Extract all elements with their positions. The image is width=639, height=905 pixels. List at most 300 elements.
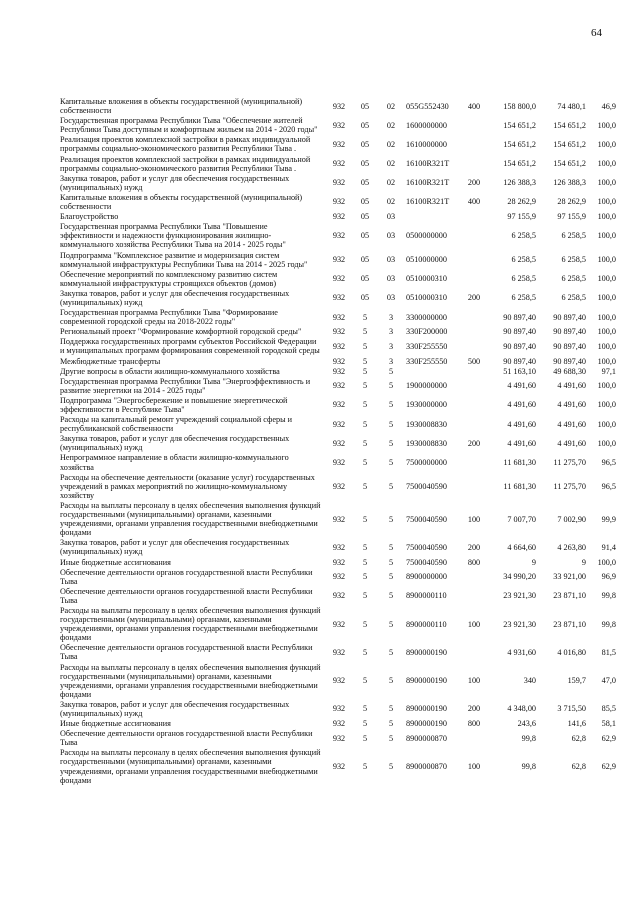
row-subsection-code: 5 [388, 733, 394, 743]
row-ministry-code: 932 [332, 762, 346, 772]
row-plan-amount: 34 990,20 [503, 572, 536, 582]
row-expense-type [462, 212, 486, 222]
row-target-code: 7500000000 [406, 458, 447, 468]
row-plan-amount: 90 897,40 [503, 341, 536, 351]
table-row [60, 568, 616, 587]
row-plan-amount: 99,8 [521, 733, 536, 743]
row-actual-amount: 6 258,5 [561, 231, 586, 241]
table-row [60, 587, 616, 606]
table-row [60, 116, 616, 135]
row-name: Реализация проектов комплексной застройки в рамках индивидуальной программы социально-экономического развития Республики Тыва . [60, 135, 311, 154]
row-plan-amount: 4 491,60 [507, 400, 536, 410]
row-ministry-code: 932 [332, 312, 346, 322]
row-target-code: 1930008830 [406, 419, 447, 429]
row-ministry-code: 932 [332, 327, 346, 337]
row-name: Расходы на капитальный ремонт учреждений социальной сферы и республиканской собственности [60, 415, 292, 434]
row-section-code: 5 [362, 458, 368, 468]
row-expense-type [462, 396, 486, 415]
row-actual-amount: 4 491,60 [557, 400, 586, 410]
row-section-code: 5 [362, 341, 368, 351]
row-name: Государственная программа Республики Тыва "Формирование современной городской среды на 2018-2022 годы" [60, 308, 278, 327]
row-plan-amount: 11 681,30 [503, 481, 536, 491]
row-plan-amount: 154 651,2 [503, 139, 536, 149]
row-ministry-code: 932 [332, 419, 346, 429]
table-row [60, 473, 616, 501]
row-name: Межбюджетные трансферты [60, 356, 161, 366]
row-expense-type: 400 [467, 101, 481, 111]
row-actual-amount: 97 155,9 [557, 212, 586, 222]
row-subsection-code: 5 [388, 704, 394, 714]
row-plan-amount: 4 931,60 [507, 647, 536, 657]
table-row [60, 501, 616, 538]
table-row [60, 97, 616, 116]
row-plan-amount: 4 664,60 [507, 542, 536, 552]
row-expense-type: 100 [467, 676, 481, 686]
row-target-code [404, 367, 462, 377]
row-ministry-code: 932 [332, 733, 346, 743]
row-percent: 97,1 [601, 366, 616, 376]
row-name: Другие вопросы в области жилищно-коммунального хозяйства [60, 366, 280, 376]
row-section-code: 5 [362, 381, 368, 391]
row-section-code: 05 [360, 197, 370, 207]
row-plan-amount: 90 897,40 [503, 356, 536, 366]
row-target-code: 0500000000 [406, 231, 447, 241]
row-ministry-code: 932 [332, 101, 346, 111]
row-section-code: 05 [360, 101, 370, 111]
row-expense-type [462, 327, 486, 337]
table-row [60, 155, 616, 174]
row-name: Расходы на выплаты персоналу в целях обеспечения выполнения функций государственными (муниципальными) органами, казенными учреждениями, органами управления государственными внебюджетными фондами [60, 662, 321, 699]
row-section-code: 5 [362, 591, 368, 601]
table-row [60, 135, 616, 154]
table-row [60, 367, 616, 377]
row-target-code: 7500040590 [406, 514, 447, 524]
row-section-code: 05 [360, 255, 370, 265]
row-expense-type [462, 308, 486, 327]
row-ministry-code: 932 [332, 438, 346, 448]
row-name: Расходы на выплаты персоналу в целях обеспечения выполнения функций государственными (муниципальными) органами, казенными учреждениями, органами управления государственными внебюджетными фондами [60, 748, 321, 785]
row-actual-amount: 11 275,70 [553, 481, 586, 491]
row-ministry-code: 932 [332, 255, 346, 265]
row-target-code: 0510000310 [406, 274, 447, 284]
row-expense-type [462, 729, 486, 748]
row-section-code: 05 [360, 139, 370, 149]
row-percent: 100,0 [597, 231, 616, 241]
row-actual-amount: 4 491,60 [557, 438, 586, 448]
row-percent: 100,0 [597, 178, 616, 188]
row-actual-amount: 11 275,70 [553, 458, 586, 468]
row-actual-amount: 141,6 [567, 719, 586, 729]
table-row [60, 643, 616, 662]
row-percent: 100,0 [597, 255, 616, 265]
row-percent: 100,0 [597, 293, 616, 303]
row-percent: 100,0 [597, 212, 616, 222]
row-subsection-code: 5 [388, 481, 394, 491]
row-target-code: 7500040590 [406, 542, 447, 552]
row-name: Обеспечение деятельности органов государственной власти Республики Тыва [60, 729, 313, 748]
row-name: Благоустройство [60, 212, 119, 222]
row-ministry-code: 932 [332, 572, 346, 582]
row-target-code: 8900000870 [406, 762, 447, 772]
row-subsection-code: 5 [388, 400, 394, 410]
row-target-code: 1930008830 [406, 438, 447, 448]
row-ministry-code: 932 [332, 366, 346, 376]
row-plan-amount: 6 258,5 [511, 255, 536, 265]
row-actual-amount: 49 688,30 [553, 366, 586, 376]
row-name: Подпрограмма "Комплексное развитие и модернизация систем коммунальной инфраструктуры Республики Тыва на 2014 - 2025 годы" [60, 250, 308, 269]
row-ministry-code: 932 [332, 293, 346, 303]
row-name: Закупка товаров, работ и услуг для обеспечения государственных (муниципальных) нужд [60, 434, 290, 453]
row-percent: 100,0 [597, 400, 616, 410]
table-row [60, 377, 616, 396]
row-name: Закупка товаров, работ и услуг для обеспечения государственных (муниципальных) нужд [60, 288, 290, 307]
row-percent: 91,4 [601, 542, 616, 552]
row-ministry-code: 932 [332, 591, 346, 601]
table-row [60, 453, 616, 472]
row-expense-type [462, 222, 486, 250]
row-percent: 62,9 [601, 762, 616, 772]
row-name: Расходы на выплаты персоналу в целях обеспечения выполнения функций государственными (муниципальными) органами, казенными учреждениями, органами управления государственными внебюджетными фондами [60, 605, 321, 643]
row-section-code: 5 [362, 676, 368, 686]
table-row [60, 558, 616, 568]
row-percent: 100,0 [597, 197, 616, 207]
row-name: Региональный проект "Формирование комфортной городской среды" [60, 327, 302, 337]
row-target-code: 0510000000 [406, 255, 447, 265]
table-row [60, 357, 616, 367]
row-target-code: 16100R321T [406, 197, 450, 207]
row-ministry-code: 932 [332, 197, 346, 207]
row-subsection-code: 02 [386, 101, 396, 111]
row-actual-amount: 74 480,1 [557, 101, 586, 111]
row-target-code: 1930000000 [406, 400, 447, 410]
row-actual-amount: 7 002,90 [557, 514, 586, 524]
row-plan-amount: 23 921,30 [503, 591, 536, 601]
row-target-code: 3300000000 [406, 312, 447, 322]
table-row [60, 538, 616, 557]
row-plan-amount: 97 155,9 [507, 212, 536, 222]
row-ministry-code: 932 [332, 341, 346, 351]
row-name: Государственная программа Республики Тыва "Обеспечение жителей Республики Тыва доступным и комфортным жильем на 2014 - 2020 годы" [60, 116, 318, 135]
row-expense-type [462, 270, 486, 289]
row-expense-type [462, 337, 486, 356]
row-expense-type: 100 [467, 762, 481, 772]
row-plan-amount: 51 163,10 [503, 366, 536, 376]
row-plan-amount: 90 897,40 [503, 312, 536, 322]
row-section-code: 5 [362, 438, 368, 448]
row-subsection-code: 3 [388, 327, 394, 337]
row-plan-amount: 243,6 [517, 719, 536, 729]
row-name: Непрограммное направление в области жилищно-коммунального хозяйства [60, 453, 289, 472]
row-name: Обеспечение деятельности органов государственной власти Республики Тыва [60, 567, 313, 586]
row-percent: 100,0 [597, 438, 616, 448]
row-section-code: 5 [362, 719, 368, 729]
row-ministry-code: 932 [332, 542, 346, 552]
row-ministry-code: 932 [332, 178, 346, 188]
table-row [60, 748, 616, 785]
table-row [60, 212, 616, 222]
row-target-code: 7500040590 [406, 481, 447, 491]
row-target-code: 1600000000 [406, 120, 447, 130]
row-ministry-code: 932 [332, 400, 346, 410]
row-section-code: 05 [360, 212, 370, 222]
table-row [60, 606, 616, 643]
row-plan-amount: 28 262,9 [507, 197, 536, 207]
row-subsection-code: 5 [388, 619, 394, 629]
row-section-code: 5 [362, 704, 368, 714]
row-subsection-code: 5 [388, 514, 394, 524]
row-subsection-code: 5 [388, 647, 394, 657]
row-percent: 58,1 [601, 719, 616, 729]
row-actual-amount: 62,8 [571, 762, 586, 772]
row-expense-type [462, 568, 486, 587]
row-target-code: 7500040590 [406, 557, 447, 567]
row-ministry-code: 932 [332, 647, 346, 657]
row-subsection-code: 03 [386, 231, 396, 241]
row-actual-amount: 4 491,60 [557, 419, 586, 429]
row-subsection-code: 5 [388, 366, 394, 376]
row-ministry-code: 932 [332, 704, 346, 714]
row-plan-amount: 4 491,60 [507, 419, 536, 429]
row-target-code: 8900000190 [406, 647, 447, 657]
row-actual-amount: 90 897,40 [553, 341, 586, 351]
row-section-code: 5 [362, 542, 368, 552]
row-name: Обеспечение деятельности органов государственной власти Республики Тыва [60, 643, 313, 662]
row-section-code: 5 [362, 557, 368, 567]
row-expense-type: 200 [467, 178, 481, 188]
row-percent: 62,9 [601, 733, 616, 743]
row-subsection-code: 5 [388, 419, 394, 429]
row-actual-amount: 154 651,2 [553, 139, 586, 149]
row-name: Подпрограмма "Энергосбережение и повышение энергетической эффективности в Республике Тыва" [60, 395, 288, 414]
row-name: Реализация проектов комплексной застройки в рамках индивидуальной программы социально-экономического развития Республики Тыва . [60, 154, 311, 173]
row-percent: 46,9 [601, 101, 616, 111]
row-subsection-code: 02 [386, 197, 396, 207]
row-subsection-code: 3 [388, 341, 394, 351]
row-ministry-code: 932 [332, 231, 346, 241]
row-section-code: 5 [362, 762, 368, 772]
row-subsection-code: 5 [388, 381, 394, 391]
row-subsection-code: 5 [388, 591, 394, 601]
row-ministry-code: 932 [332, 676, 346, 686]
row-percent: 100,0 [597, 557, 616, 567]
row-plan-amount: 9 [531, 557, 536, 567]
row-expense-type: 400 [467, 197, 481, 207]
row-actual-amount: 90 897,40 [553, 312, 586, 322]
page-number: 64 [591, 27, 602, 39]
row-percent: 100,0 [597, 356, 616, 366]
row-expense-type [462, 116, 486, 135]
row-section-code: 5 [362, 647, 368, 657]
row-plan-amount: 158 800,0 [503, 101, 536, 111]
row-section-code: 5 [362, 327, 368, 337]
row-subsection-code: 3 [388, 312, 394, 322]
row-subsection-code: 03 [386, 293, 396, 303]
row-section-code: 5 [362, 733, 368, 743]
row-ministry-code: 932 [332, 159, 346, 169]
row-target-code: 0510000310 [406, 293, 447, 303]
row-percent: 100,0 [597, 327, 616, 337]
row-percent: 100,0 [597, 120, 616, 130]
row-subsection-code: 03 [386, 212, 396, 222]
row-section-code: 05 [360, 159, 370, 169]
row-target-code: 055G552430 [406, 101, 449, 111]
table-row [60, 222, 616, 250]
row-actual-amount: 23 871,10 [553, 619, 586, 629]
table-row [60, 174, 616, 193]
row-expense-type [462, 453, 486, 472]
row-plan-amount: 99,8 [521, 762, 536, 772]
row-plan-amount: 126 388,3 [503, 178, 536, 188]
row-actual-amount: 28 262,9 [557, 197, 586, 207]
row-percent: 100,0 [597, 159, 616, 169]
row-target-code: 8900000110 [406, 591, 447, 601]
table-row [60, 729, 616, 748]
row-name: Обеспечение мероприятий по комплексному развитию систем коммунальной инфраструктуры строящихся объектов (домов) [60, 269, 278, 288]
row-plan-amount: 6 258,5 [511, 293, 536, 303]
row-name: Государственная программа Республики Тыва "Энергоэффективность и развитие энергетики на 2014 - 2025 годы" [60, 376, 311, 395]
row-plan-amount: 340 [523, 676, 536, 686]
row-subsection-code: 02 [386, 159, 396, 169]
row-ministry-code: 932 [332, 557, 346, 567]
row-section-code: 05 [360, 293, 370, 303]
row-actual-amount: 159,7 [567, 676, 586, 686]
row-name: Иные бюджетные ассигнования [60, 719, 171, 729]
row-percent: 100,0 [597, 381, 616, 391]
row-expense-type: 100 [467, 619, 481, 629]
row-expense-type [462, 135, 486, 154]
row-target-code: 8900000190 [406, 704, 447, 714]
row-target-code: 330F255550 [406, 341, 448, 351]
row-ministry-code: 932 [332, 139, 346, 149]
row-actual-amount: 9 [581, 557, 586, 567]
row-ministry-code: 932 [332, 619, 346, 629]
row-percent: 100,0 [597, 341, 616, 351]
table-row [60, 251, 616, 270]
table-row [60, 415, 616, 434]
row-percent: 100,0 [597, 274, 616, 284]
row-percent: 96,9 [601, 572, 616, 582]
budget-table [60, 97, 616, 786]
row-section-code: 5 [362, 366, 368, 376]
row-target-code: 1900000000 [406, 381, 447, 391]
row-subsection-code: 5 [388, 762, 394, 772]
row-expense-type [462, 377, 486, 396]
row-subsection-code: 5 [388, 438, 394, 448]
row-section-code: 5 [362, 514, 368, 524]
row-plan-amount: 7 007,70 [507, 514, 536, 524]
row-expense-type [462, 643, 486, 662]
row-percent: 100,0 [597, 312, 616, 322]
row-name: Поддержка государственных программ субъектов Российской Федерации и муниципальных программ формирования современной городской среды [60, 337, 320, 356]
row-expense-type: 200 [467, 293, 481, 303]
row-ministry-code: 932 [332, 481, 346, 491]
row-section-code: 05 [360, 178, 370, 188]
row-expense-type [462, 415, 486, 434]
row-subsection-code: 02 [386, 178, 396, 188]
row-section-code: 5 [362, 619, 368, 629]
row-subsection-code: 02 [386, 120, 396, 130]
row-target-code: 8900000110 [406, 619, 447, 629]
row-expense-type [462, 155, 486, 174]
row-expense-type [462, 587, 486, 606]
row-subsection-code: 3 [388, 356, 394, 366]
row-plan-amount: 6 258,5 [511, 274, 536, 284]
row-subsection-code: 5 [388, 572, 394, 582]
row-actual-amount: 6 258,5 [561, 293, 586, 303]
row-actual-amount: 154 651,2 [553, 120, 586, 130]
row-actual-amount: 154 651,2 [553, 159, 586, 169]
row-target-code: 330F200000 [406, 327, 448, 337]
row-actual-amount: 23 871,10 [553, 591, 586, 601]
row-section-code: 5 [362, 481, 368, 491]
row-target-code: 1610000000 [406, 139, 447, 149]
row-percent: 100,0 [597, 139, 616, 149]
row-target-code [404, 212, 462, 222]
row-actual-amount: 126 388,3 [553, 178, 586, 188]
row-name: Иные бюджетные ассигнования [60, 557, 171, 567]
row-percent: 81,5 [601, 647, 616, 657]
row-percent: 100,0 [597, 419, 616, 429]
row-subsection-code: 5 [388, 542, 394, 552]
row-percent: 96,5 [601, 481, 616, 491]
row-expense-type: 800 [467, 719, 481, 729]
row-ministry-code: 932 [332, 274, 346, 284]
row-plan-amount: 11 681,30 [503, 458, 536, 468]
row-plan-amount: 4 348,00 [507, 704, 536, 714]
row-subsection-code: 03 [386, 255, 396, 265]
row-name: Расходы на выплаты персоналу в целях обеспечения выполнения функций государственными (муниципальными) органами, казенными учреждениями, органами управления государственными внебюджетными фондами [60, 500, 321, 538]
row-name: Закупка товаров, работ и услуг для обеспечения государственных (муниципальных) нужд [60, 173, 290, 192]
table-row [60, 327, 616, 337]
table-row [60, 434, 616, 453]
row-plan-amount: 4 491,60 [507, 381, 536, 391]
row-ministry-code: 932 [332, 458, 346, 468]
row-ministry-code: 932 [332, 120, 346, 130]
row-ministry-code: 932 [332, 212, 346, 222]
row-section-code: 05 [360, 231, 370, 241]
row-subsection-code: 5 [388, 458, 394, 468]
row-percent: 96,5 [601, 458, 616, 468]
row-name: Закупка товаров, работ и услуг для обеспечения государственных (муниципальных) нужд [60, 538, 290, 557]
row-expense-type: 200 [467, 438, 481, 448]
row-target-code: 8900000870 [406, 733, 447, 743]
row-subsection-code: 02 [386, 139, 396, 149]
row-plan-amount: 4 491,60 [507, 438, 536, 448]
row-plan-amount: 23 921,30 [503, 619, 536, 629]
row-ministry-code: 932 [332, 356, 346, 366]
row-percent: 47,0 [601, 676, 616, 686]
table-row [60, 308, 616, 327]
row-section-code: 05 [360, 274, 370, 284]
row-percent: 99,9 [601, 514, 616, 524]
row-target-code: 8900000000 [406, 572, 447, 582]
row-name: Капитальные вложения в объекты государственной (муниципальной) собственности [60, 97, 303, 116]
row-plan-amount: 154 651,2 [503, 159, 536, 169]
row-name: Обеспечение деятельности органов государственной власти Республики Тыва [60, 586, 313, 605]
row-section-code: 5 [362, 400, 368, 410]
row-actual-amount: 6 258,5 [561, 274, 586, 284]
table-row [60, 193, 616, 212]
row-actual-amount: 90 897,40 [553, 356, 586, 366]
row-name: Капитальные вложения в объекты государственной (муниципальной) собственности [60, 192, 303, 212]
row-target-code: 16100R321T [406, 178, 450, 188]
row-subsection-code: 5 [388, 719, 394, 729]
table-row [60, 337, 616, 356]
row-actual-amount: 6 258,5 [561, 255, 586, 265]
row-actual-amount: 3 715,50 [557, 704, 586, 714]
row-percent: 85,5 [601, 704, 616, 714]
row-target-code: 330F255550 [406, 356, 448, 366]
